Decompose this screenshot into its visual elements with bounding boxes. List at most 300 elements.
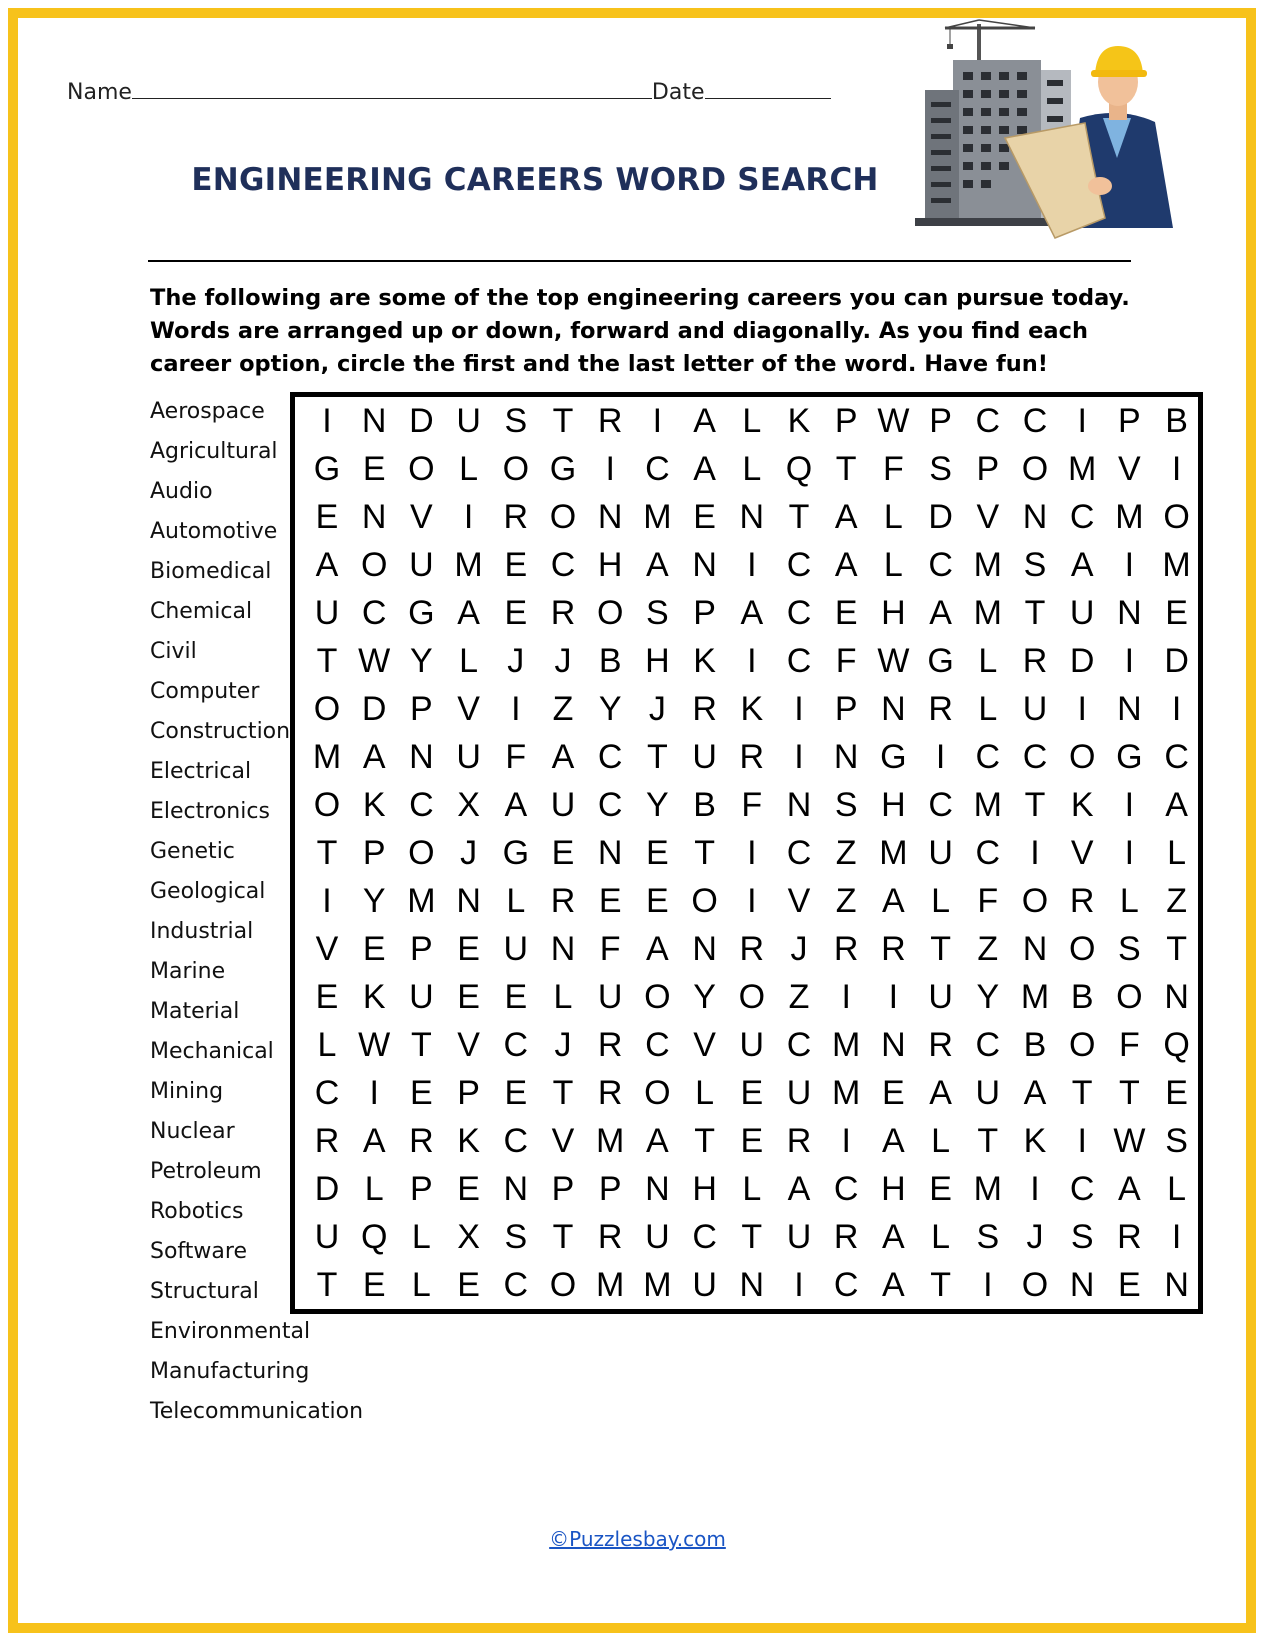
- grid-letter[interactable]: C: [550, 546, 576, 584]
- grid-letter[interactable]: T: [1119, 1074, 1140, 1112]
- grid-letter[interactable]: P: [976, 450, 1000, 488]
- grid-letter[interactable]: Q: [360, 1218, 388, 1256]
- grid-letter[interactable]: T: [1166, 930, 1187, 968]
- grid-letter[interactable]: R: [692, 690, 717, 728]
- grid-letter[interactable]: E: [740, 1122, 764, 1160]
- grid-letter[interactable]: C: [503, 1122, 529, 1160]
- grid-letter[interactable]: S: [929, 450, 952, 488]
- grid-letter[interactable]: P: [410, 930, 433, 968]
- grid-letter[interactable]: U: [409, 546, 434, 584]
- grid-letter[interactable]: U: [928, 978, 953, 1016]
- grid-letter[interactable]: A: [1023, 1074, 1047, 1112]
- grid-letter[interactable]: O: [408, 450, 435, 488]
- grid-letter[interactable]: M: [1115, 498, 1144, 536]
- grid-letter[interactable]: X: [457, 786, 480, 824]
- grid-letter[interactable]: R: [881, 930, 906, 968]
- grid-letter[interactable]: W: [877, 402, 910, 440]
- grid-letter[interactable]: O: [549, 1266, 577, 1304]
- grid-letter[interactable]: K: [457, 1122, 480, 1160]
- grid-letter[interactable]: K: [693, 642, 716, 680]
- grid-letter[interactable]: C: [975, 738, 1001, 776]
- grid-letter[interactable]: D: [1069, 642, 1095, 680]
- grid-letter[interactable]: R: [550, 882, 576, 920]
- grid-letter[interactable]: O: [502, 450, 530, 488]
- grid-letter[interactable]: O: [596, 594, 624, 632]
- grid-letter[interactable]: T: [788, 498, 810, 536]
- grid-letter[interactable]: I: [1124, 546, 1135, 584]
- grid-letter[interactable]: C: [833, 1266, 859, 1304]
- grid-letter[interactable]: I: [322, 402, 332, 440]
- grid-letter[interactable]: A: [834, 546, 858, 584]
- grid-letter[interactable]: S: [646, 594, 669, 632]
- grid-letter[interactable]: A: [834, 498, 858, 536]
- grid-letter[interactable]: O: [1021, 450, 1049, 488]
- grid-letter[interactable]: C: [409, 786, 434, 824]
- grid-letter[interactable]: N: [361, 402, 387, 440]
- grid-letter[interactable]: S: [1165, 1122, 1188, 1160]
- grid-letter[interactable]: L: [411, 1218, 431, 1256]
- grid-letter[interactable]: I: [1124, 786, 1135, 824]
- grid-letter[interactable]: I: [1171, 690, 1182, 728]
- grid-letter[interactable]: V: [551, 1122, 575, 1160]
- grid-letter[interactable]: O: [644, 1074, 671, 1112]
- grid-letter[interactable]: P: [929, 402, 952, 440]
- grid-letter[interactable]: R: [739, 738, 765, 776]
- grid-letter[interactable]: N: [409, 738, 434, 776]
- grid-letter[interactable]: U: [645, 1218, 670, 1256]
- grid-letter[interactable]: R: [1069, 882, 1095, 920]
- grid-letter[interactable]: L: [742, 1170, 762, 1208]
- grid-letter[interactable]: U: [503, 930, 529, 968]
- grid-letter[interactable]: C: [928, 546, 953, 584]
- grid-letter[interactable]: W: [1113, 1122, 1146, 1160]
- grid-letter[interactable]: A: [929, 1074, 952, 1112]
- grid-letter[interactable]: U: [786, 1218, 812, 1256]
- grid-letter[interactable]: B: [598, 642, 622, 680]
- grid-letter[interactable]: A: [646, 1122, 669, 1160]
- grid-letter[interactable]: E: [693, 498, 716, 536]
- footer-link[interactable]: ©Puzzlesbay.com: [549, 1527, 726, 1551]
- grid-letter[interactable]: V: [976, 498, 1000, 536]
- grid-letter[interactable]: A: [504, 786, 528, 824]
- grid-letter[interactable]: Y: [598, 690, 622, 728]
- grid-letter[interactable]: T: [741, 1218, 763, 1256]
- grid-letter[interactable]: P: [362, 834, 386, 872]
- grid-letter[interactable]: A: [740, 594, 764, 632]
- grid-letter[interactable]: N: [1117, 690, 1142, 728]
- grid-letter[interactable]: M: [1162, 546, 1191, 584]
- grid-letter[interactable]: A: [1118, 1170, 1141, 1208]
- grid-letter[interactable]: A: [693, 402, 716, 440]
- grid-letter[interactable]: U: [456, 402, 481, 440]
- grid-letter[interactable]: N: [692, 546, 717, 584]
- grid-letter[interactable]: S: [504, 1218, 528, 1256]
- grid-letter[interactable]: U: [597, 978, 623, 1016]
- grid-letter[interactable]: Z: [1166, 882, 1187, 920]
- grid-letter[interactable]: O: [644, 978, 671, 1016]
- grid-letter[interactable]: T: [552, 402, 574, 440]
- grid-letter[interactable]: I: [511, 690, 521, 728]
- grid-letter[interactable]: C: [1022, 402, 1048, 440]
- grid-letter[interactable]: S: [1023, 546, 1047, 584]
- grid-letter[interactable]: E: [1165, 594, 1188, 632]
- grid-letter[interactable]: U: [1022, 690, 1048, 728]
- grid-letter[interactable]: T: [552, 1074, 574, 1112]
- grid-letter[interactable]: P: [598, 1170, 622, 1208]
- grid-letter[interactable]: U: [1069, 594, 1095, 632]
- grid-letter[interactable]: R: [739, 930, 765, 968]
- grid-letter[interactable]: F: [505, 738, 527, 776]
- grid-letter[interactable]: A: [882, 1266, 905, 1304]
- grid-letter[interactable]: H: [881, 1170, 906, 1208]
- grid-letter[interactable]: A: [929, 594, 952, 632]
- grid-letter[interactable]: A: [882, 882, 905, 920]
- grid-letter[interactable]: I: [369, 1074, 379, 1112]
- grid-letter[interactable]: R: [833, 930, 859, 968]
- grid-letter[interactable]: A: [362, 1122, 386, 1160]
- grid-letter[interactable]: P: [410, 690, 433, 728]
- grid-letter[interactable]: E: [315, 498, 339, 536]
- grid-letter[interactable]: N: [739, 1266, 765, 1304]
- grid-letter[interactable]: I: [747, 834, 757, 872]
- grid-letter[interactable]: E: [598, 882, 622, 920]
- grid-letter[interactable]: M: [973, 1170, 1002, 1208]
- grid-letter[interactable]: D: [409, 402, 434, 440]
- grid-letter[interactable]: E: [882, 1074, 905, 1112]
- grid-letter[interactable]: M: [832, 1074, 861, 1112]
- grid-letter[interactable]: K: [787, 402, 811, 440]
- grid-letter[interactable]: I: [1030, 1170, 1040, 1208]
- grid-letter[interactable]: C: [597, 738, 623, 776]
- grid-letter[interactable]: C: [786, 834, 812, 872]
- grid-letter[interactable]: C: [1069, 1170, 1095, 1208]
- grid-letter[interactable]: C: [503, 1026, 529, 1064]
- grid-letter[interactable]: C: [975, 1026, 1001, 1064]
- grid-letter[interactable]: I: [794, 738, 804, 776]
- grid-letter[interactable]: R: [314, 1122, 340, 1160]
- grid-letter[interactable]: E: [362, 450, 386, 488]
- grid-letter[interactable]: T: [647, 738, 668, 776]
- grid-letter[interactable]: C: [692, 1218, 717, 1256]
- grid-letter[interactable]: N: [1022, 930, 1048, 968]
- grid-letter[interactable]: E: [504, 978, 528, 1016]
- grid-letter[interactable]: K: [1070, 786, 1094, 824]
- grid-letter[interactable]: T: [930, 930, 951, 968]
- grid-letter[interactable]: I: [794, 1266, 804, 1304]
- grid-letter[interactable]: L: [931, 882, 951, 920]
- grid-letter[interactable]: L: [1167, 1170, 1187, 1208]
- grid-letter[interactable]: L: [411, 1266, 431, 1304]
- grid-letter[interactable]: D: [1164, 642, 1189, 680]
- grid-letter[interactable]: E: [362, 1266, 386, 1304]
- grid-letter[interactable]: N: [361, 498, 387, 536]
- grid-letter[interactable]: C: [503, 1266, 529, 1304]
- grid-letter[interactable]: G: [1116, 738, 1143, 776]
- grid-letter[interactable]: L: [742, 450, 762, 488]
- grid-letter[interactable]: B: [1070, 978, 1094, 1016]
- grid-letter[interactable]: I: [1171, 450, 1182, 488]
- grid-letter[interactable]: K: [1023, 1122, 1047, 1160]
- grid-letter[interactable]: I: [652, 402, 663, 440]
- grid-letter[interactable]: J: [554, 642, 572, 680]
- grid-letter[interactable]: M: [973, 594, 1002, 632]
- grid-letter[interactable]: P: [457, 1074, 480, 1112]
- grid-letter[interactable]: N: [503, 1170, 529, 1208]
- grid-letter[interactable]: V: [1118, 450, 1141, 488]
- grid-letter[interactable]: U: [314, 594, 340, 632]
- grid-letter[interactable]: V: [1070, 834, 1094, 872]
- grid-letter[interactable]: M: [454, 546, 483, 584]
- grid-letter[interactable]: N: [1164, 1266, 1189, 1304]
- grid-letter[interactable]: M: [1020, 978, 1050, 1016]
- grid-letter[interactable]: L: [978, 690, 998, 728]
- grid-letter[interactable]: J: [1026, 1218, 1044, 1256]
- grid-letter[interactable]: P: [834, 690, 858, 728]
- grid-letter[interactable]: F: [741, 786, 763, 824]
- grid-letter[interactable]: N: [597, 834, 623, 872]
- grid-letter[interactable]: C: [786, 1026, 812, 1064]
- grid-letter[interactable]: O: [691, 882, 718, 920]
- grid-letter[interactable]: T: [316, 642, 338, 680]
- grid-letter[interactable]: N: [456, 882, 481, 920]
- grid-letter[interactable]: A: [882, 1218, 905, 1256]
- grid-letter[interactable]: R: [786, 1122, 812, 1160]
- grid-letter[interactable]: R: [597, 402, 623, 440]
- grid-letter[interactable]: Z: [835, 834, 857, 872]
- grid-letter[interactable]: C: [975, 402, 1001, 440]
- grid-letter[interactable]: D: [314, 1170, 340, 1208]
- grid-letter[interactable]: N: [1022, 498, 1048, 536]
- grid-letter[interactable]: L: [1167, 834, 1187, 872]
- grid-letter[interactable]: N: [739, 498, 765, 536]
- grid-letter[interactable]: I: [1171, 1218, 1182, 1256]
- grid-letter[interactable]: V: [315, 930, 339, 968]
- grid-letter[interactable]: L: [742, 402, 762, 440]
- grid-letter[interactable]: I: [983, 1266, 993, 1304]
- grid-letter[interactable]: D: [361, 690, 387, 728]
- grid-letter[interactable]: N: [786, 786, 812, 824]
- grid-letter[interactable]: P: [1118, 402, 1141, 440]
- grid-letter[interactable]: E: [929, 1170, 952, 1208]
- grid-letter[interactable]: O: [1068, 1026, 1096, 1064]
- grid-letter[interactable]: L: [317, 1026, 337, 1064]
- grid-letter[interactable]: J: [507, 642, 525, 680]
- grid-letter[interactable]: F: [1119, 1026, 1140, 1064]
- grid-letter[interactable]: N: [1117, 594, 1142, 632]
- grid-letter[interactable]: J: [554, 1026, 572, 1064]
- grid-letter[interactable]: H: [692, 1170, 717, 1208]
- grid-letter[interactable]: W: [877, 642, 910, 680]
- grid-letter[interactable]: U: [692, 738, 717, 776]
- grid-letter[interactable]: O: [313, 786, 341, 824]
- grid-letter[interactable]: T: [1024, 594, 1046, 632]
- grid-letter[interactable]: R: [597, 1218, 623, 1256]
- grid-letter[interactable]: M: [973, 546, 1002, 584]
- grid-letter[interactable]: E: [834, 594, 858, 632]
- grid-letter[interactable]: O: [1163, 498, 1190, 536]
- grid-letter[interactable]: L: [978, 642, 998, 680]
- grid-letter[interactable]: Y: [693, 978, 716, 1016]
- grid-letter[interactable]: F: [883, 450, 904, 488]
- grid-letter[interactable]: R: [550, 594, 576, 632]
- grid-letter[interactable]: V: [693, 1026, 716, 1064]
- grid-letter[interactable]: R: [928, 1026, 953, 1064]
- grid-letter[interactable]: E: [315, 978, 339, 1016]
- grid-letter[interactable]: T: [411, 1026, 432, 1064]
- grid-letter[interactable]: L: [931, 1122, 951, 1160]
- grid-letter[interactable]: V: [410, 498, 433, 536]
- grid-letter[interactable]: R: [1117, 1218, 1142, 1256]
- grid-letter[interactable]: I: [841, 1122, 851, 1160]
- grid-letter[interactable]: I: [888, 978, 899, 1016]
- grid-letter[interactable]: E: [504, 546, 528, 584]
- grid-letter[interactable]: I: [1077, 1122, 1087, 1160]
- grid-letter[interactable]: K: [362, 786, 386, 824]
- grid-letter[interactable]: E: [457, 1170, 480, 1208]
- grid-letter[interactable]: W: [358, 1026, 391, 1064]
- grid-letter[interactable]: I: [747, 642, 757, 680]
- grid-letter[interactable]: M: [596, 1266, 625, 1304]
- grid-letter[interactable]: M: [879, 834, 908, 872]
- grid-letter[interactable]: O: [1068, 930, 1096, 968]
- grid-letter[interactable]: A: [362, 738, 386, 776]
- grid-letter[interactable]: V: [787, 882, 811, 920]
- grid-letter[interactable]: A: [1070, 546, 1094, 584]
- grid-letter[interactable]: R: [597, 1074, 623, 1112]
- grid-letter[interactable]: U: [314, 1218, 340, 1256]
- grid-letter[interactable]: I: [463, 498, 474, 536]
- grid-letter[interactable]: Y: [646, 786, 669, 824]
- grid-letter[interactable]: X: [457, 1218, 480, 1256]
- grid-letter[interactable]: N: [692, 930, 717, 968]
- grid-letter[interactable]: M: [1068, 450, 1097, 488]
- grid-letter[interactable]: O: [738, 978, 766, 1016]
- grid-letter[interactable]: M: [407, 882, 436, 920]
- grid-letter[interactable]: C: [786, 546, 812, 584]
- grid-letter[interactable]: I: [1077, 690, 1087, 728]
- grid-letter[interactable]: R: [503, 498, 529, 536]
- grid-letter[interactable]: E: [457, 1266, 480, 1304]
- grid-letter[interactable]: G: [549, 450, 577, 488]
- grid-letter[interactable]: E: [551, 834, 575, 872]
- grid-letter[interactable]: U: [456, 738, 481, 776]
- grid-letter[interactable]: I: [935, 738, 946, 776]
- grid-letter[interactable]: E: [646, 882, 669, 920]
- grid-letter[interactable]: C: [786, 642, 812, 680]
- grid-letter[interactable]: P: [551, 1170, 575, 1208]
- grid-letter[interactable]: F: [599, 930, 621, 968]
- grid-letter[interactable]: E: [504, 1074, 528, 1112]
- grid-letter[interactable]: M: [832, 1026, 861, 1064]
- grid-letter[interactable]: A: [315, 546, 339, 584]
- grid-letter[interactable]: R: [409, 1122, 434, 1160]
- grid-letter[interactable]: N: [645, 1170, 670, 1208]
- grid-letter[interactable]: H: [645, 642, 670, 680]
- grid-letter[interactable]: U: [975, 1074, 1001, 1112]
- grid-letter[interactable]: S: [834, 786, 858, 824]
- grid-letter[interactable]: C: [786, 594, 812, 632]
- grid-letter[interactable]: N: [1164, 978, 1189, 1016]
- grid-letter[interactable]: A: [646, 930, 669, 968]
- grid-letter[interactable]: Z: [788, 978, 810, 1016]
- grid-letter[interactable]: T: [316, 1266, 338, 1304]
- grid-letter[interactable]: N: [881, 690, 906, 728]
- grid-letter[interactable]: B: [1165, 402, 1188, 440]
- grid-letter[interactable]: Y: [362, 882, 386, 920]
- grid-letter[interactable]: N: [1069, 1266, 1095, 1304]
- grid-letter[interactable]: L: [459, 642, 479, 680]
- date-field[interactable]: [705, 80, 831, 99]
- grid-letter[interactable]: J: [460, 834, 478, 872]
- grid-letter[interactable]: G: [408, 594, 435, 632]
- grid-letter[interactable]: Q: [785, 450, 813, 488]
- grid-letter[interactable]: I: [1124, 834, 1135, 872]
- grid-letter[interactable]: C: [1022, 738, 1048, 776]
- grid-letter[interactable]: A: [457, 594, 480, 632]
- grid-letter[interactable]: S: [1118, 930, 1141, 968]
- grid-letter[interactable]: N: [597, 498, 623, 536]
- grid-letter[interactable]: L: [883, 498, 903, 536]
- grid-letter[interactable]: I: [1124, 642, 1135, 680]
- grid-letter[interactable]: U: [409, 978, 434, 1016]
- grid-letter[interactable]: R: [833, 1218, 859, 1256]
- grid-letter[interactable]: O: [1021, 1266, 1049, 1304]
- grid-letter[interactable]: J: [790, 930, 808, 968]
- grid-letter[interactable]: E: [740, 1074, 764, 1112]
- grid-letter[interactable]: J: [648, 690, 666, 728]
- grid-letter[interactable]: U: [928, 834, 953, 872]
- grid-letter[interactable]: N: [881, 1026, 906, 1064]
- grid-letter[interactable]: Z: [835, 882, 857, 920]
- grid-letter[interactable]: P: [410, 1170, 433, 1208]
- grid-letter[interactable]: G: [927, 642, 954, 680]
- grid-letter[interactable]: T: [694, 834, 715, 872]
- grid-letter[interactable]: R: [928, 690, 953, 728]
- grid-letter[interactable]: C: [645, 450, 670, 488]
- grid-letter[interactable]: I: [1030, 834, 1040, 872]
- grid-letter[interactable]: V: [457, 690, 480, 728]
- grid-letter[interactable]: R: [1022, 642, 1048, 680]
- grid-letter[interactable]: O: [313, 690, 341, 728]
- grid-letter[interactable]: E: [1118, 1266, 1141, 1304]
- grid-letter[interactable]: R: [597, 1026, 623, 1064]
- grid-letter[interactable]: Q: [1163, 1026, 1190, 1064]
- grid-letter[interactable]: L: [459, 450, 479, 488]
- grid-letter[interactable]: O: [360, 546, 388, 584]
- grid-letter[interactable]: H: [597, 546, 623, 584]
- grid-letter[interactable]: M: [643, 1266, 672, 1304]
- grid-letter[interactable]: U: [739, 1026, 765, 1064]
- grid-letter[interactable]: I: [747, 882, 757, 920]
- grid-letter[interactable]: T: [1071, 1074, 1093, 1112]
- grid-letter[interactable]: E: [1165, 1074, 1188, 1112]
- grid-letter[interactable]: B: [693, 786, 716, 824]
- grid-letter[interactable]: L: [364, 1170, 384, 1208]
- grid-letter[interactable]: C: [597, 786, 623, 824]
- grid-letter[interactable]: V: [457, 1026, 480, 1064]
- grid-letter[interactable]: A: [882, 1122, 905, 1160]
- grid-letter[interactable]: Z: [552, 690, 574, 728]
- grid-letter[interactable]: A: [551, 738, 575, 776]
- grid-letter[interactable]: W: [358, 642, 391, 680]
- grid-letter[interactable]: M: [312, 738, 342, 776]
- grid-letter[interactable]: K: [740, 690, 764, 728]
- grid-letter[interactable]: O: [1021, 882, 1049, 920]
- grid-letter[interactable]: G: [502, 834, 530, 872]
- grid-letter[interactable]: Y: [410, 642, 433, 680]
- grid-letter[interactable]: O: [549, 498, 577, 536]
- grid-letter[interactable]: C: [1069, 498, 1095, 536]
